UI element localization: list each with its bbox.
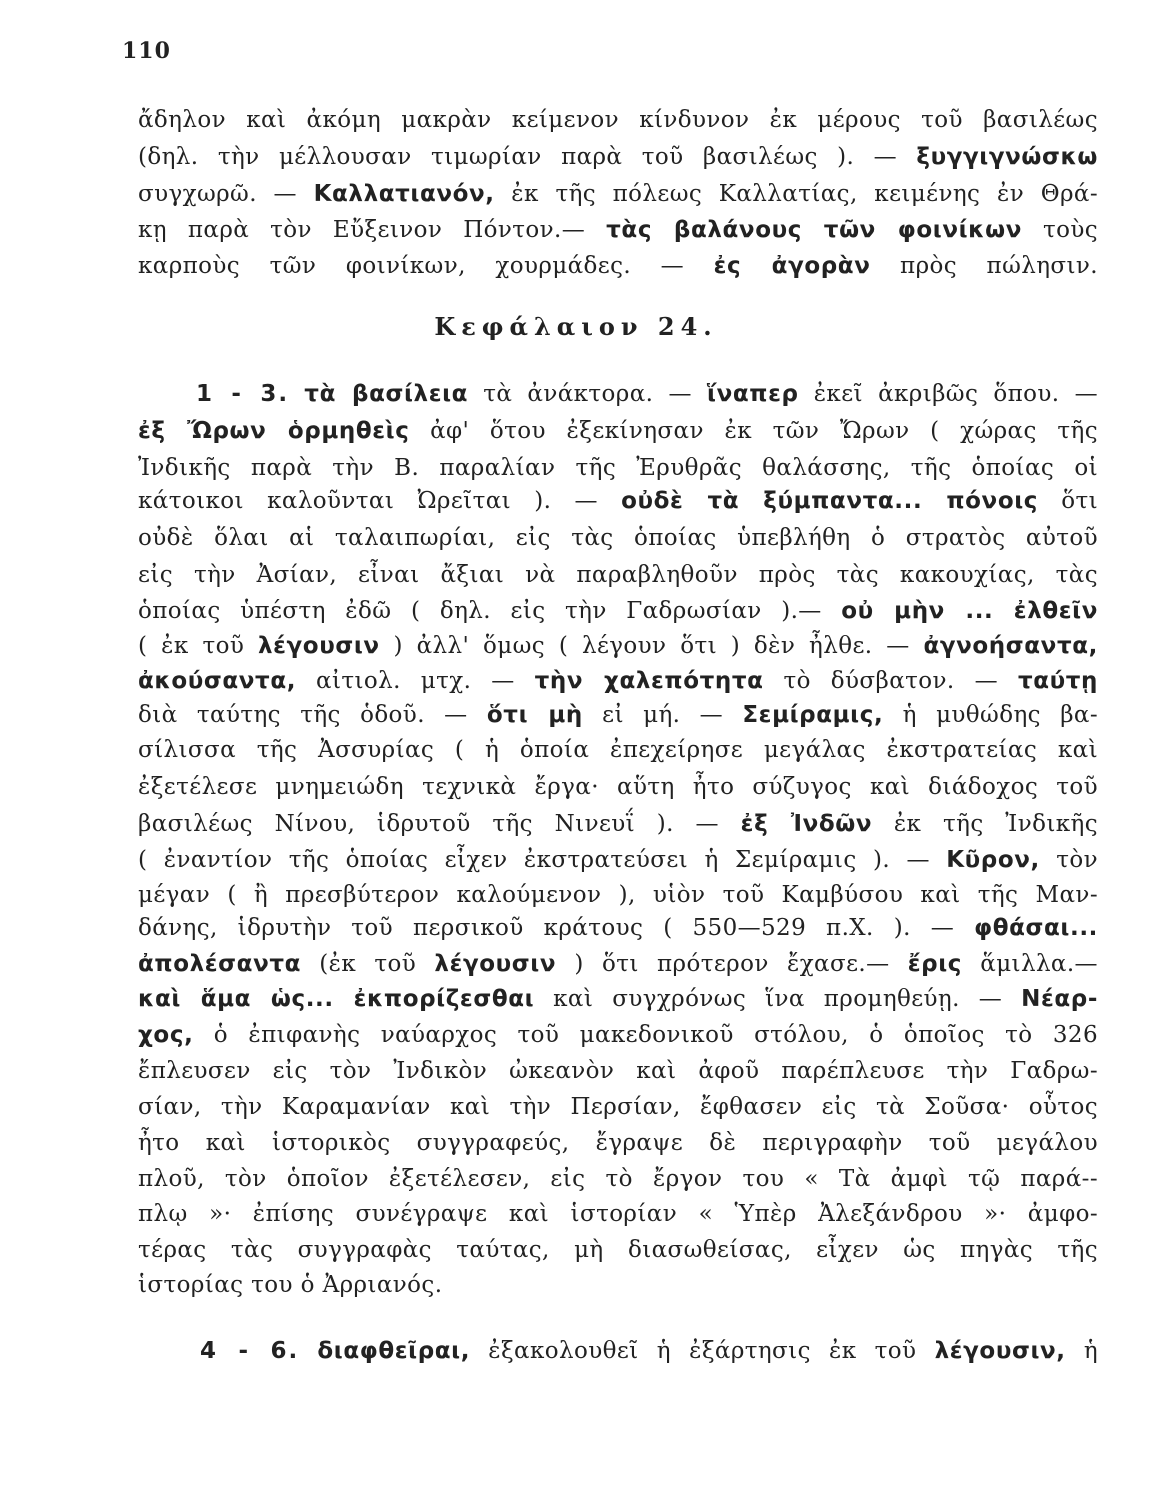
lemma: φθάσαι...	[974, 915, 1098, 941]
text: (δηλ. τὴν μέλλουσαν τιμωρίαν παρὰ τοῦ βασιλέως ). —	[138, 144, 898, 170]
text-line	[138, 1200, 1098, 1228]
text-line	[138, 143, 1098, 171]
text-line	[138, 454, 1098, 482]
lemma: ὅτι μὴ	[486, 702, 583, 728]
text-line	[138, 1236, 1098, 1264]
lemma: οὐ μὴν ... ἐλθεῖν	[841, 598, 1098, 624]
text: τὸν	[1056, 847, 1098, 873]
text-line	[138, 667, 1098, 695]
text: τέρας τὰς συγγραφὰς ταύτας, μὴ διασωθείσας, εἶχεν ὡς πηγὰς τῆς	[138, 1237, 1098, 1263]
text-line	[138, 1165, 1098, 1193]
text: δάνης, ἱδρυτὴν τοῦ περσικοῦ κράτους ( 550—529 π.Χ. ). —	[138, 915, 955, 941]
text: οὐδὲ ὅλαι αἱ ταλαιπωρίαι, εἰς τὰς ὁποίας ὑπεβλήθη ὁ στρατὸς αὐτοῦ	[138, 525, 1098, 551]
section-number: 1 - 3.	[196, 381, 290, 407]
lemma: ἐξ Ὤρων ὁρμηθεὶς	[138, 418, 410, 444]
text: καὶ συγχρόνως ἵνα προμηθεύῃ. —	[553, 986, 1003, 1012]
lemma: λέγουσιν	[257, 633, 380, 659]
text: συγχωρῶ. —	[138, 181, 297, 207]
text-line	[138, 736, 1098, 764]
text: ὅτι	[1061, 488, 1098, 514]
lemma: ταύτῃ	[1017, 668, 1099, 694]
text: ἱστορίας του ὁ Ἀρριανός.	[138, 1272, 443, 1298]
text: σίαν, τὴν Καραμανίαν καὶ τὴν Περσίαν, ἔφθασεν εἰς τὰ Σοῦσα· οὗτος	[138, 1094, 1098, 1120]
lemma: λέγουσιν	[434, 951, 557, 977]
text: πλῳ »· ἐπίσης συνέγραψε καὶ ἱστορίαν « Ὑπὲρ Ἀλεξάνδρου »· ἀμφο-	[138, 1201, 1098, 1227]
text-line	[138, 985, 1098, 1013]
text: ἀφ' ὅτου ἐξεκίνησαν ἐκ τῶν Ὤρων ( χώρας τῆς	[430, 418, 1098, 444]
text: ( ἐκ τοῦ	[138, 633, 245, 659]
text: ) ὅτι πρότερον ἔχασε.—	[574, 951, 890, 977]
text-line	[138, 1021, 1098, 1049]
text: διὰ ταύτης τῆς ὁδοῦ. —	[138, 702, 468, 728]
text: ὁποίας ὑπέστη ἐδῶ ( δηλ. εἰς τὴν Γαδρωσίαν ).—	[138, 598, 822, 624]
lemma: καὶ ἅμα ὡς... ἐκπορίζεσθαι	[138, 986, 535, 1012]
lemma: διαφθεῖραι,	[317, 1338, 471, 1364]
lemma: Νέαρ-	[1021, 986, 1098, 1012]
text-line	[138, 106, 1098, 134]
text-line	[138, 701, 1098, 729]
lemma: ἔρις	[907, 951, 963, 977]
page-number: 110	[122, 38, 171, 64]
text-line	[200, 1337, 1098, 1365]
text-line	[138, 524, 1098, 552]
text: ὁ ἐπιφανὴς ναύαρχος τοῦ μακεδονικοῦ στόλου, ὁ ὁποῖος τὸ 326	[213, 1022, 1098, 1048]
text: ἐκ τῆς πόλεως Καλλατίας, κειμένης ἐν Θρά-	[511, 181, 1098, 207]
lemma: ξυγγιγνώσκω	[916, 144, 1098, 170]
lemma: χος,	[138, 1022, 194, 1048]
text: ἄδηλον καὶ ἀκόμη μακρὰν κείμενον κίνδυνον ἐκ μέρους τοῦ βασιλέως	[138, 107, 1098, 133]
text: ἡ μυθώδης βα-	[902, 702, 1099, 728]
text-line	[138, 881, 1098, 909]
text-line	[138, 216, 1098, 244]
text: ἐξετέλεσε μνημειώδη τεχνικὰ ἔργα· αὕτη ἦτο σύζυγος καὶ διάδοχος τοῦ	[138, 774, 1098, 800]
section-number: 4 - 6.	[200, 1338, 300, 1364]
text: τὸ δύσβατον. —	[783, 668, 998, 694]
text-line	[138, 846, 1098, 874]
text: ἡ	[1083, 1338, 1099, 1364]
lemma: τὰς βαλάνους τῶν φοινίκων	[606, 217, 1022, 243]
text: πλοῦ, τὸν ὁποῖον ἐξετέλεσεν, εἰς τὸ ἔργον του « Τὰ ἀμφὶ τῷ παρά--	[138, 1166, 1098, 1192]
text: ἐξακολουθεῖ ἡ ἐξάρτησις ἐκ τοῦ	[488, 1338, 917, 1364]
text-line	[138, 914, 1098, 942]
text: εἰ μή. —	[602, 702, 724, 728]
lemma: ἐξ Ἰνδῶν	[740, 811, 873, 837]
lemma: ἵναπερ	[707, 381, 799, 407]
text-line	[138, 487, 1098, 515]
text: αἰτιολ. μτχ. —	[316, 668, 515, 694]
text: πρὸς πώλησιν.	[900, 253, 1099, 279]
text-line	[138, 597, 1098, 625]
lemma: ἀκούσαντα,	[138, 668, 297, 694]
text-line	[138, 1271, 1098, 1299]
text-line	[138, 1057, 1098, 1085]
text: ἐκ τῆς Ἰνδικῆς	[893, 811, 1098, 837]
text: ἐκεῖ ἀκριβῶς ὅπου. —	[813, 381, 1099, 407]
lemma: Κῦρον,	[946, 847, 1040, 873]
lemma: Καλλατιανόν,	[313, 181, 495, 207]
text-line	[138, 417, 1098, 445]
text-line	[138, 632, 1098, 660]
text: βασιλέως Νίνου, ἱδρυτοῦ τῆς Νινευΐ ). —	[138, 811, 719, 837]
text: (ἐκ τοῦ	[319, 951, 417, 977]
lemma: τὴν χαλεπότητα	[534, 668, 764, 694]
text: μέγαν ( ἢ πρεσβύτερον καλούμενον ), υἱὸν τοῦ Καμβύσου καὶ τῆς Μαν-	[138, 882, 1098, 908]
lemma: ἐς ἀγορὰν	[713, 253, 871, 279]
text-line	[138, 810, 1098, 838]
text-line	[138, 773, 1098, 801]
text: κάτοικοι καλοῦνται Ὠρεῖται ). —	[138, 488, 598, 514]
lemma: οὐδὲ τὰ ξύμπαντα... πόνοις	[621, 488, 1039, 514]
text-line	[196, 380, 1098, 408]
lemma: λέγουσιν,	[934, 1338, 1066, 1364]
text: εἰς τὴν Ἀσίαν, εἶναι ἄξιαι νὰ παραβληθοῦν πρὸς τὰς κακουχίας, τὰς	[138, 562, 1098, 588]
text-line	[138, 252, 1098, 280]
text-line	[138, 950, 1098, 978]
text: ἅμιλλα.—	[980, 951, 1098, 977]
text: ἦτο καὶ ἱστορικὸς συγγραφεύς, ἔγραψε δὲ περιγραφὴν τοῦ μεγάλου	[138, 1130, 1098, 1156]
text-line	[138, 1093, 1098, 1121]
text: Ἰνδικῆς παρὰ τὴν Β. παραλίαν τῆς Ἐρυθρᾶς θαλάσσης, τῆς ὁποίας οἱ	[138, 455, 1098, 481]
text-line	[138, 561, 1098, 589]
lemma: τὰ βασίλεια	[304, 381, 469, 407]
lemma: ἀγνοήσαντα,	[923, 633, 1098, 659]
text: ἔπλευσεν εἰς τὸν Ἰνδικὸν ὠκεανὸν καὶ ἀφοῦ παρέπλευσε τὴν Γαδρω-	[138, 1058, 1098, 1084]
text: ( ἐναντίον τῆς ὁποίας εἶχεν ἐκστρατεύσει ἡ Σεμίραμις ). —	[138, 847, 930, 873]
lemma: Σεμίραμις,	[742, 702, 884, 728]
text: κῃ παρὰ τὸν Εὔξεινον Πόντον.—	[138, 217, 586, 243]
text-line	[138, 180, 1098, 208]
text-line	[138, 1129, 1098, 1157]
text: τοὺς	[1042, 217, 1098, 243]
text: καρποὺς τῶν φοινίκων, χουρμάδες. —	[138, 253, 685, 279]
chapter-heading: Κεφάλαιον 24.	[434, 312, 718, 341]
text: σίλισσα τῆς Ἀσσυρίας ( ἡ ὁποία ἐπεχείρησε μεγάλας ἐκστρατείας καὶ	[138, 737, 1098, 763]
text: τὰ ἀνάκτορα. —	[483, 381, 692, 407]
text: ) ἀλλ' ὅμως ( λέγουν ὅτι ) δὲν ἦλθε. —	[393, 633, 910, 659]
lemma: ἀπολέσαντα	[138, 951, 302, 977]
